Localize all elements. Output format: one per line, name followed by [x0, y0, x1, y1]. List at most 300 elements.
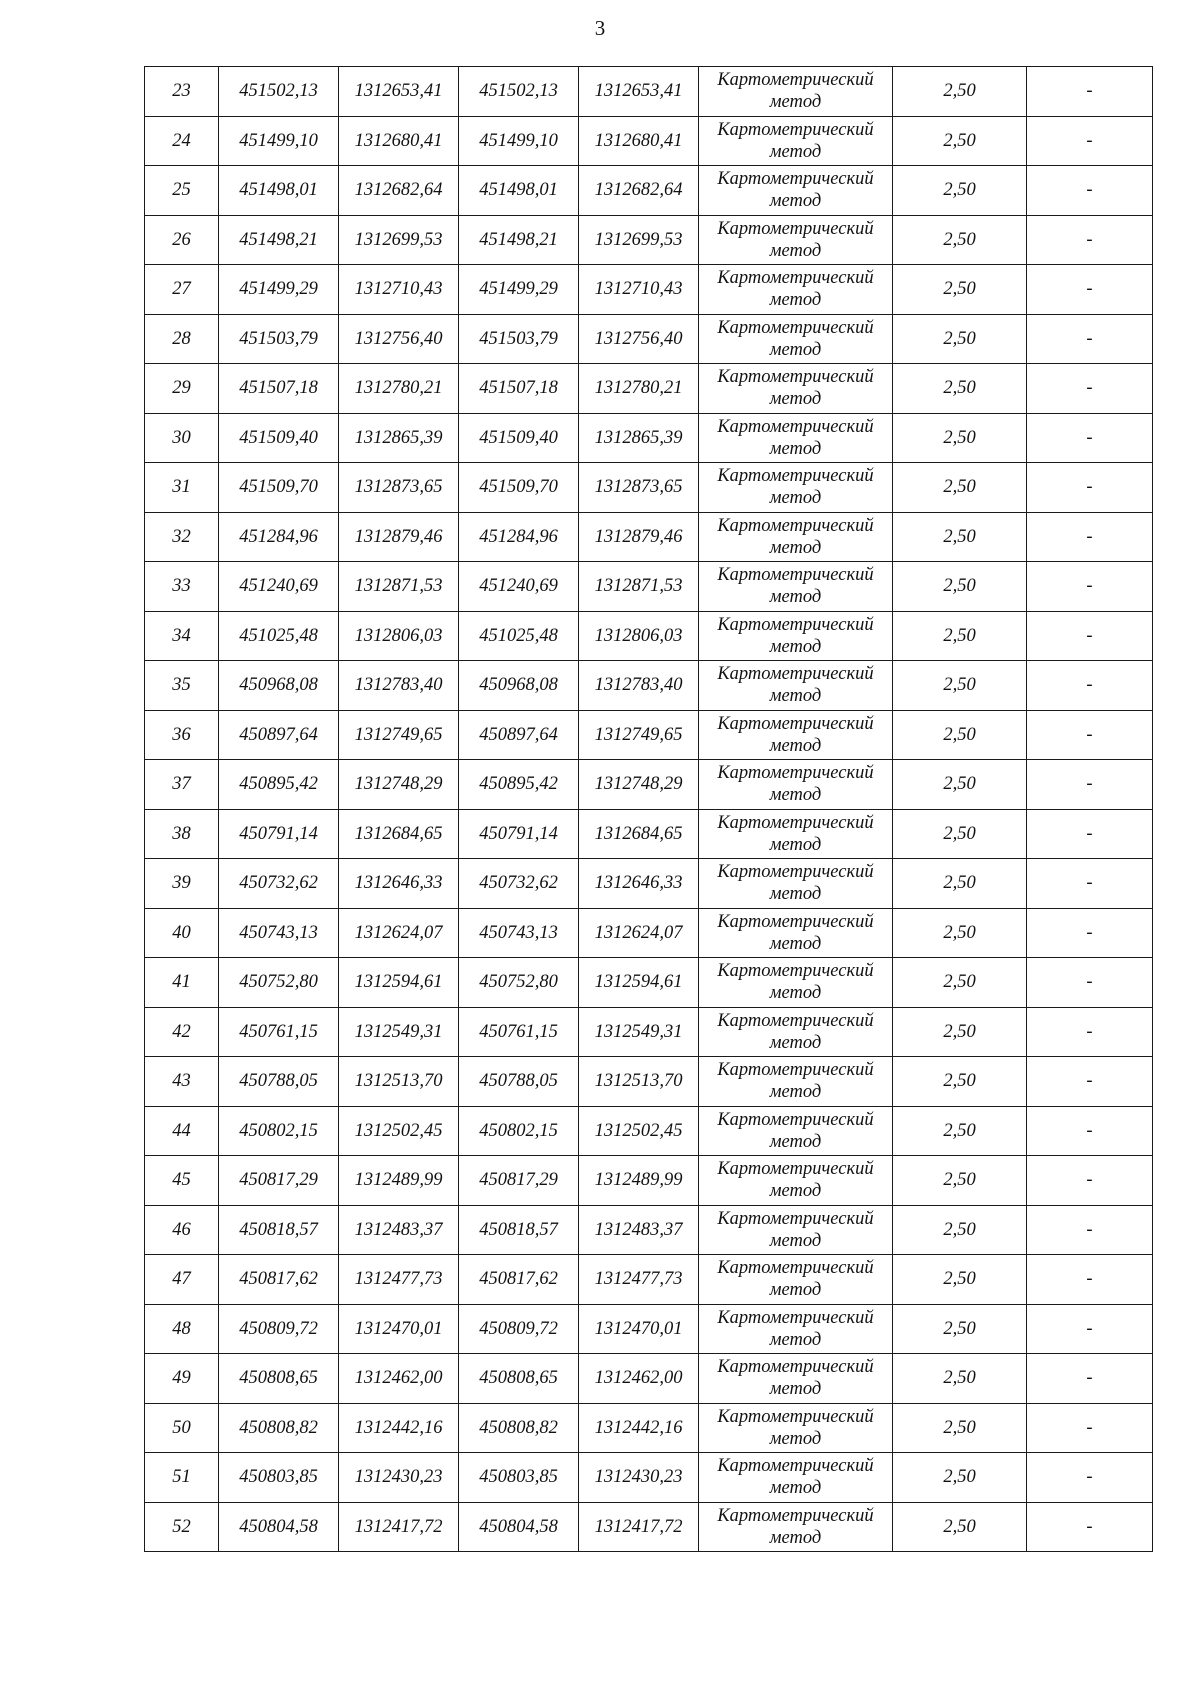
point-number-cell: 28 [145, 314, 219, 364]
note-cell: - [1027, 562, 1153, 612]
x-refined-cell: 451509,70 [459, 463, 579, 513]
method-line-1: Картометрический [717, 1505, 874, 1526]
method-line-2: метод [769, 339, 822, 360]
accuracy-cell: 2,50 [893, 1502, 1027, 1552]
table-row [145, 1453, 1153, 1503]
x-existing-cell: 450895,42 [219, 760, 339, 810]
method-cell [699, 562, 893, 612]
point-number-cell: 30 [145, 413, 219, 463]
point-number-cell: 34 [145, 611, 219, 661]
y-refined-cell: 1312417,72 [579, 1502, 699, 1552]
method-line-2: метод [769, 587, 822, 608]
point-number-cell: 39 [145, 859, 219, 909]
accuracy-cell: 2,50 [893, 809, 1027, 859]
method-cell [699, 215, 893, 265]
x-existing-cell: 450818,57 [219, 1205, 339, 1255]
method-line-2: метод [769, 1379, 822, 1400]
table-row [145, 661, 1153, 711]
point-number-cell: 25 [145, 166, 219, 216]
method-line-1: Картометрический [717, 1208, 874, 1229]
method-line-2: метод [769, 1478, 822, 1499]
method-cell [699, 809, 893, 859]
x-existing-cell: 450897,64 [219, 710, 339, 760]
x-existing-cell: 450968,08 [219, 661, 339, 711]
method-line-1: Картометрический [717, 1357, 874, 1378]
note-cell: - [1027, 1304, 1153, 1354]
accuracy-cell: 2,50 [893, 265, 1027, 315]
y-existing-cell: 1312871,53 [339, 562, 459, 612]
method-cell [699, 1453, 893, 1503]
method-cell [699, 314, 893, 364]
coordinates-table [144, 66, 1153, 1552]
table-row [145, 1502, 1153, 1552]
method-line-1: Картометрический [717, 565, 874, 586]
y-refined-cell: 1312470,01 [579, 1304, 699, 1354]
table-body [145, 67, 1153, 1552]
table-row [145, 958, 1153, 1008]
accuracy-cell: 2,50 [893, 710, 1027, 760]
accuracy-cell: 2,50 [893, 760, 1027, 810]
y-existing-cell: 1312873,65 [339, 463, 459, 513]
y-refined-cell: 1312502,45 [579, 1106, 699, 1156]
y-refined-cell: 1312865,39 [579, 413, 699, 463]
point-number-cell: 44 [145, 1106, 219, 1156]
x-refined-cell: 450817,62 [459, 1255, 579, 1305]
note-cell: - [1027, 710, 1153, 760]
method-cell [699, 1106, 893, 1156]
x-refined-cell: 450895,42 [459, 760, 579, 810]
accuracy-cell: 2,50 [893, 67, 1027, 117]
y-existing-cell: 1312682,64 [339, 166, 459, 216]
method-cell [699, 413, 893, 463]
point-number-cell: 24 [145, 116, 219, 166]
method-line-2: метод [769, 933, 822, 954]
accuracy-cell: 2,50 [893, 512, 1027, 562]
accuracy-cell: 2,50 [893, 661, 1027, 711]
method-line-1: Картометрический [717, 1010, 874, 1031]
point-number-cell: 50 [145, 1403, 219, 1453]
accuracy-cell: 2,50 [893, 463, 1027, 513]
y-existing-cell: 1312624,07 [339, 908, 459, 958]
y-existing-cell: 1312710,43 [339, 265, 459, 315]
y-refined-cell: 1312710,43 [579, 265, 699, 315]
method-line-1: Картометрический [717, 466, 874, 487]
note-cell: - [1027, 512, 1153, 562]
x-refined-cell: 451025,48 [459, 611, 579, 661]
x-refined-cell: 451502,13 [459, 67, 579, 117]
method-line-1: Картометрический [717, 70, 874, 91]
y-refined-cell: 1312682,64 [579, 166, 699, 216]
note-cell: - [1027, 314, 1153, 364]
x-refined-cell: 450817,29 [459, 1156, 579, 1206]
x-existing-cell: 450804,58 [219, 1502, 339, 1552]
method-line-1: Картометрический [717, 862, 874, 883]
x-existing-cell: 450817,62 [219, 1255, 339, 1305]
y-existing-cell: 1312646,33 [339, 859, 459, 909]
method-line-1: Картометрический [717, 169, 874, 190]
point-number-cell: 29 [145, 364, 219, 414]
note-cell: - [1027, 1502, 1153, 1552]
point-number-cell: 26 [145, 215, 219, 265]
accuracy-cell: 2,50 [893, 1205, 1027, 1255]
method-cell [699, 958, 893, 1008]
y-existing-cell: 1312879,46 [339, 512, 459, 562]
y-existing-cell: 1312417,72 [339, 1502, 459, 1552]
note-cell: - [1027, 265, 1153, 315]
note-cell: - [1027, 661, 1153, 711]
x-existing-cell: 451499,10 [219, 116, 339, 166]
method-line-1: Картометрический [717, 961, 874, 982]
point-number-cell: 32 [145, 512, 219, 562]
table-row [145, 1106, 1153, 1156]
table-row [145, 1304, 1153, 1354]
point-number-cell: 33 [145, 562, 219, 612]
note-cell: - [1027, 809, 1153, 859]
x-existing-cell: 450732,62 [219, 859, 339, 909]
x-refined-cell: 450968,08 [459, 661, 579, 711]
note-cell: - [1027, 1403, 1153, 1453]
method-cell [699, 116, 893, 166]
method-cell [699, 1255, 893, 1305]
page-number: 3 [594, 16, 606, 40]
point-number-cell: 38 [145, 809, 219, 859]
table-row [145, 512, 1153, 562]
method-cell [699, 1007, 893, 1057]
y-refined-cell: 1312749,65 [579, 710, 699, 760]
x-existing-cell: 451509,70 [219, 463, 339, 513]
y-refined-cell: 1312549,31 [579, 1007, 699, 1057]
accuracy-cell: 2,50 [893, 413, 1027, 463]
method-line-1: Картометрический [717, 911, 874, 932]
method-cell [699, 908, 893, 958]
note-cell: - [1027, 611, 1153, 661]
note-cell: - [1027, 1354, 1153, 1404]
method-line-1: Картометрический [717, 1159, 874, 1180]
y-existing-cell: 1312489,99 [339, 1156, 459, 1206]
method-cell [699, 611, 893, 661]
method-cell [699, 364, 893, 414]
method-line-2: метод [769, 141, 822, 162]
method-line-2: метод [769, 1032, 822, 1053]
note-cell: - [1027, 1205, 1153, 1255]
y-existing-cell: 1312594,61 [339, 958, 459, 1008]
y-existing-cell: 1312783,40 [339, 661, 459, 711]
note-cell: - [1027, 760, 1153, 810]
note-cell: - [1027, 1255, 1153, 1305]
y-refined-cell: 1312806,03 [579, 611, 699, 661]
accuracy-cell: 2,50 [893, 215, 1027, 265]
method-cell [699, 1354, 893, 1404]
y-existing-cell: 1312483,37 [339, 1205, 459, 1255]
y-existing-cell: 1312549,31 [339, 1007, 459, 1057]
y-refined-cell: 1312783,40 [579, 661, 699, 711]
table-row [145, 166, 1153, 216]
point-number-cell: 47 [145, 1255, 219, 1305]
point-number-cell: 46 [145, 1205, 219, 1255]
y-existing-cell: 1312442,16 [339, 1403, 459, 1453]
table-row [145, 908, 1153, 958]
x-refined-cell: 450897,64 [459, 710, 579, 760]
y-refined-cell: 1312483,37 [579, 1205, 699, 1255]
x-refined-cell: 451499,10 [459, 116, 579, 166]
note-cell: - [1027, 215, 1153, 265]
point-number-cell: 52 [145, 1502, 219, 1552]
method-cell [699, 67, 893, 117]
point-number-cell: 40 [145, 908, 219, 958]
x-refined-cell: 450804,58 [459, 1502, 579, 1552]
note-cell: - [1027, 859, 1153, 909]
accuracy-cell: 2,50 [893, 958, 1027, 1008]
method-line-1: Картометрический [717, 1406, 874, 1427]
x-existing-cell: 451503,79 [219, 314, 339, 364]
method-line-1: Картометрический [717, 119, 874, 140]
x-existing-cell: 451507,18 [219, 364, 339, 414]
method-line-2: метод [769, 1131, 822, 1152]
point-number-cell: 37 [145, 760, 219, 810]
table-row [145, 1255, 1153, 1305]
x-refined-cell: 451498,21 [459, 215, 579, 265]
accuracy-cell: 2,50 [893, 1304, 1027, 1354]
y-refined-cell: 1312653,41 [579, 67, 699, 117]
x-refined-cell: 450743,13 [459, 908, 579, 958]
note-cell: - [1027, 67, 1153, 117]
accuracy-cell: 2,50 [893, 1453, 1027, 1503]
method-line-2: метод [769, 983, 822, 1004]
method-line-1: Картометрический [717, 317, 874, 338]
x-refined-cell: 451498,01 [459, 166, 579, 216]
method-cell [699, 265, 893, 315]
y-existing-cell: 1312513,70 [339, 1057, 459, 1107]
accuracy-cell: 2,50 [893, 1354, 1027, 1404]
x-existing-cell: 451498,01 [219, 166, 339, 216]
x-existing-cell: 451284,96 [219, 512, 339, 562]
method-line-1: Картометрический [717, 664, 874, 685]
accuracy-cell: 2,50 [893, 116, 1027, 166]
note-cell: - [1027, 413, 1153, 463]
method-line-2: метод [769, 1082, 822, 1103]
method-line-1: Картометрический [717, 1109, 874, 1130]
accuracy-cell: 2,50 [893, 364, 1027, 414]
method-line-1: Картометрический [717, 1456, 874, 1477]
accuracy-cell: 2,50 [893, 859, 1027, 909]
method-line-1: Картометрический [717, 614, 874, 635]
x-existing-cell: 450817,29 [219, 1156, 339, 1206]
method-line-1: Картометрический [717, 515, 874, 536]
table-row [145, 611, 1153, 661]
point-number-cell: 31 [145, 463, 219, 513]
method-line-2: метод [769, 1428, 822, 1449]
method-cell [699, 463, 893, 513]
x-existing-cell: 451502,13 [219, 67, 339, 117]
y-existing-cell: 1312502,45 [339, 1106, 459, 1156]
method-cell [699, 166, 893, 216]
note-cell: - [1027, 364, 1153, 414]
y-existing-cell: 1312865,39 [339, 413, 459, 463]
method-line-2: метод [769, 191, 822, 212]
method-line-2: метод [769, 834, 822, 855]
note-cell: - [1027, 463, 1153, 513]
y-refined-cell: 1312680,41 [579, 116, 699, 166]
x-refined-cell: 450752,80 [459, 958, 579, 1008]
x-refined-cell: 450809,72 [459, 1304, 579, 1354]
accuracy-cell: 2,50 [893, 611, 1027, 661]
x-existing-cell: 450788,05 [219, 1057, 339, 1107]
x-refined-cell: 450818,57 [459, 1205, 579, 1255]
y-existing-cell: 1312680,41 [339, 116, 459, 166]
method-line-1: Картометрический [717, 268, 874, 289]
point-number-cell: 36 [145, 710, 219, 760]
point-number-cell: 43 [145, 1057, 219, 1107]
x-existing-cell: 450808,65 [219, 1354, 339, 1404]
note-cell: - [1027, 1057, 1153, 1107]
note-cell: - [1027, 116, 1153, 166]
note-cell: - [1027, 1453, 1153, 1503]
y-existing-cell: 1312477,73 [339, 1255, 459, 1305]
accuracy-cell: 2,50 [893, 1057, 1027, 1107]
y-refined-cell: 1312780,21 [579, 364, 699, 414]
method-line-1: Картометрический [717, 812, 874, 833]
x-refined-cell: 450788,05 [459, 1057, 579, 1107]
method-line-2: метод [769, 785, 822, 806]
table-row [145, 1403, 1153, 1453]
table-row [145, 1007, 1153, 1057]
table-row [145, 463, 1153, 513]
y-existing-cell: 1312430,23 [339, 1453, 459, 1503]
note-cell: - [1027, 1156, 1153, 1206]
method-line-1: Картометрический [717, 1060, 874, 1081]
y-refined-cell: 1312748,29 [579, 760, 699, 810]
x-existing-cell: 450803,85 [219, 1453, 339, 1503]
method-cell [699, 710, 893, 760]
table-row [145, 710, 1153, 760]
table-row [145, 809, 1153, 859]
method-line-2: метод [769, 884, 822, 905]
point-number-cell: 35 [145, 661, 219, 711]
y-existing-cell: 1312684,65 [339, 809, 459, 859]
method-line-1: Картометрический [717, 713, 874, 734]
method-line-2: метод [769, 1230, 822, 1251]
method-cell [699, 1403, 893, 1453]
y-existing-cell: 1312748,29 [339, 760, 459, 810]
y-refined-cell: 1312477,73 [579, 1255, 699, 1305]
x-refined-cell: 451284,96 [459, 512, 579, 562]
note-cell: - [1027, 166, 1153, 216]
method-line-2: метод [769, 1181, 822, 1202]
x-existing-cell: 450743,13 [219, 908, 339, 958]
accuracy-cell: 2,50 [893, 1156, 1027, 1206]
table-row [145, 562, 1153, 612]
y-refined-cell: 1312871,53 [579, 562, 699, 612]
note-cell: - [1027, 1007, 1153, 1057]
method-line-2: метод [769, 735, 822, 756]
x-existing-cell: 451499,29 [219, 265, 339, 315]
x-existing-cell: 450802,15 [219, 1106, 339, 1156]
method-cell [699, 1502, 893, 1552]
y-existing-cell: 1312699,53 [339, 215, 459, 265]
table-row [145, 1354, 1153, 1404]
x-refined-cell: 450732,62 [459, 859, 579, 909]
x-existing-cell: 450761,15 [219, 1007, 339, 1057]
y-refined-cell: 1312624,07 [579, 908, 699, 958]
x-existing-cell: 450808,82 [219, 1403, 339, 1453]
method-line-2: метод [769, 438, 822, 459]
table-row [145, 116, 1153, 166]
x-refined-cell: 450761,15 [459, 1007, 579, 1057]
method-line-1: Картометрический [717, 1307, 874, 1328]
method-line-2: метод [769, 537, 822, 558]
method-line-1: Картометрический [717, 1258, 874, 1279]
y-existing-cell: 1312653,41 [339, 67, 459, 117]
table-row [145, 760, 1153, 810]
y-refined-cell: 1312879,46 [579, 512, 699, 562]
y-existing-cell: 1312462,00 [339, 1354, 459, 1404]
accuracy-cell: 2,50 [893, 1403, 1027, 1453]
method-line-2: метод [769, 1527, 822, 1548]
x-refined-cell: 451507,18 [459, 364, 579, 414]
method-line-1: Картометрический [717, 416, 874, 437]
x-existing-cell: 451025,48 [219, 611, 339, 661]
method-line-2: метод [769, 1329, 822, 1350]
note-cell: - [1027, 908, 1153, 958]
method-line-2: метод [769, 686, 822, 707]
accuracy-cell: 2,50 [893, 562, 1027, 612]
x-existing-cell: 451509,40 [219, 413, 339, 463]
y-refined-cell: 1312489,99 [579, 1156, 699, 1206]
table-row [145, 1205, 1153, 1255]
table-row [145, 859, 1153, 909]
y-refined-cell: 1312699,53 [579, 215, 699, 265]
method-cell [699, 1057, 893, 1107]
method-line-2: метод [769, 636, 822, 657]
y-existing-cell: 1312749,65 [339, 710, 459, 760]
point-number-cell: 51 [145, 1453, 219, 1503]
y-existing-cell: 1312470,01 [339, 1304, 459, 1354]
x-refined-cell: 450802,15 [459, 1106, 579, 1156]
accuracy-cell: 2,50 [893, 1106, 1027, 1156]
y-refined-cell: 1312442,16 [579, 1403, 699, 1453]
accuracy-cell: 2,50 [893, 166, 1027, 216]
table-row [145, 215, 1153, 265]
x-existing-cell: 450752,80 [219, 958, 339, 1008]
method-line-1: Картометрический [717, 218, 874, 239]
method-line-2: метод [769, 389, 822, 410]
table-row [145, 265, 1153, 315]
method-cell [699, 1205, 893, 1255]
y-refined-cell: 1312756,40 [579, 314, 699, 364]
method-cell [699, 512, 893, 562]
method-cell [699, 1156, 893, 1206]
method-cell [699, 760, 893, 810]
method-cell [699, 859, 893, 909]
y-refined-cell: 1312646,33 [579, 859, 699, 909]
point-number-cell: 41 [145, 958, 219, 1008]
method-line-1: Картометрический [717, 763, 874, 784]
x-refined-cell: 451503,79 [459, 314, 579, 364]
y-refined-cell: 1312430,23 [579, 1453, 699, 1503]
x-refined-cell: 451509,40 [459, 413, 579, 463]
method-cell [699, 661, 893, 711]
table-row [145, 314, 1153, 364]
table-row [145, 413, 1153, 463]
x-refined-cell: 450803,85 [459, 1453, 579, 1503]
y-existing-cell: 1312806,03 [339, 611, 459, 661]
x-refined-cell: 451240,69 [459, 562, 579, 612]
method-line-2: метод [769, 488, 822, 509]
accuracy-cell: 2,50 [893, 1007, 1027, 1057]
x-refined-cell: 450808,82 [459, 1403, 579, 1453]
x-refined-cell: 450791,14 [459, 809, 579, 859]
accuracy-cell: 2,50 [893, 908, 1027, 958]
